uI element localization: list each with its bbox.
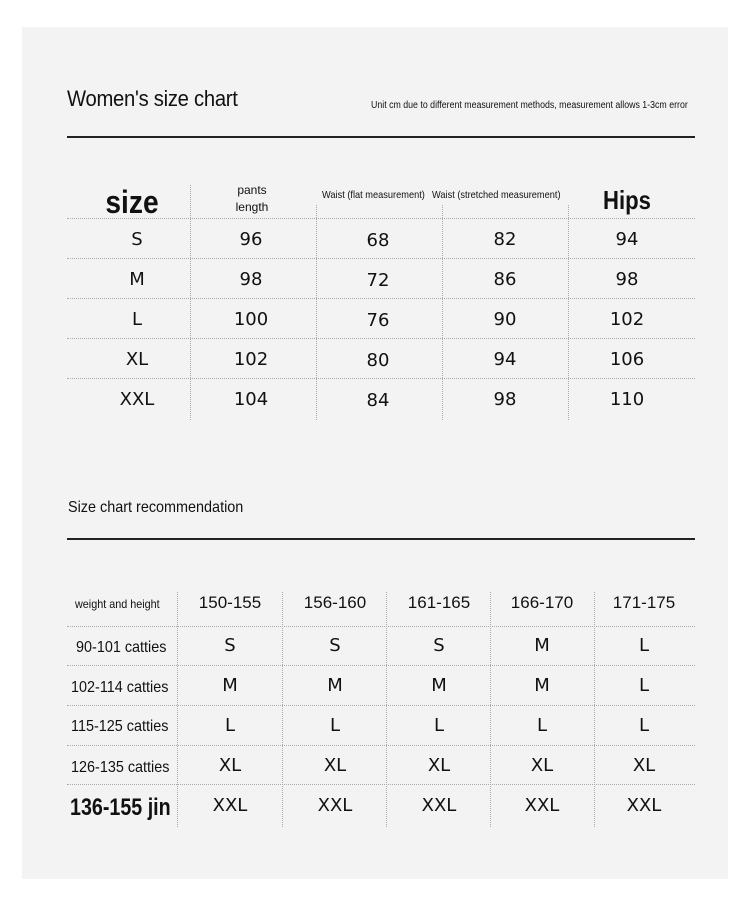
size-cell: L [638, 635, 650, 656]
height-header: 171-175 [612, 593, 676, 612]
divider [282, 592, 283, 827]
size-cell: M [431, 675, 447, 696]
header-size: size [105, 184, 159, 220]
height-header: 161-165 [407, 593, 471, 612]
waist-flat-cell: 72 [366, 270, 390, 291]
content-panel [22, 27, 728, 879]
waist-flat-cell: 68 [366, 230, 390, 251]
divider [490, 592, 491, 827]
size-cell: XL [218, 755, 242, 776]
size-cell: L [536, 715, 548, 736]
size-cell: XL [427, 755, 451, 776]
divider [67, 705, 695, 706]
size-cell: XXL [421, 795, 457, 816]
size-chart-title: Women's size chart [67, 86, 238, 111]
size-cell: M [327, 675, 343, 696]
size-cell: L [433, 715, 445, 736]
size-cell: XL [632, 755, 656, 776]
weight-label: 136-155 jin [70, 794, 171, 821]
recommendation-rule [67, 538, 695, 540]
waist-flat-cell: 84 [366, 390, 390, 411]
size-cell: XXL [119, 389, 155, 410]
size-cell: M [222, 675, 238, 696]
header-waist-stretched: Waist (stretched measurement) [432, 189, 561, 201]
size-cell: L [329, 715, 341, 736]
weight-label: 102-114 catties [71, 679, 169, 696]
size-cell: S [433, 635, 445, 656]
divider [67, 258, 695, 259]
height-header: 166-170 [510, 593, 574, 612]
divider [594, 592, 595, 827]
divider [67, 784, 695, 785]
recommendation-title: Size chart recommendation [68, 499, 244, 516]
size-cell: L [131, 309, 143, 330]
divider [67, 665, 695, 666]
corner-weight-height: weight and height [75, 597, 160, 611]
size-cell: XL [530, 755, 554, 776]
size-chart-rule [67, 136, 695, 138]
size-cell: M [534, 635, 550, 656]
hips-cell: 110 [609, 389, 645, 410]
pants-cell: 104 [233, 389, 269, 410]
header-hips: Hips [603, 185, 651, 215]
divider [67, 298, 695, 299]
divider [442, 205, 443, 420]
pants-cell: 98 [239, 269, 263, 290]
waist-flat-cell: 76 [366, 310, 390, 331]
divider [67, 378, 695, 379]
divider [386, 592, 387, 827]
weight-label: 115-125 catties [71, 718, 169, 735]
size-cell: M [129, 269, 145, 290]
waist-stretched-cell: 86 [493, 269, 517, 290]
size-cell: S [329, 635, 341, 656]
pants-cell: 100 [233, 309, 269, 330]
height-header: 150-155 [198, 593, 262, 612]
hips-cell: 102 [609, 309, 645, 330]
size-cell: XL [125, 349, 149, 370]
size-cell: XXL [524, 795, 560, 816]
waist-flat-cell: 80 [366, 350, 390, 371]
waist-stretched-cell: 90 [493, 309, 517, 330]
waist-stretched-cell: 98 [493, 389, 517, 410]
size-cell: XXL [626, 795, 662, 816]
size-cell: XL [323, 755, 347, 776]
divider [67, 626, 695, 627]
divider [67, 745, 695, 746]
pants-cell: 102 [233, 349, 269, 370]
divider [190, 185, 191, 420]
header-pants-length: pants length [235, 183, 269, 214]
size-cell: M [534, 675, 550, 696]
divider [568, 205, 569, 420]
header-waist-flat: Waist (flat measurement) [322, 189, 425, 201]
size-cell: S [224, 635, 236, 656]
measurement-note: Unit cm due to different measurement methods, measurement allows 1-3cm error [371, 100, 688, 111]
weight-label: 126-135 catties [71, 759, 170, 776]
size-cell: L [638, 715, 650, 736]
size-cell: XXL [317, 795, 353, 816]
size-cell: XXL [212, 795, 248, 816]
divider [177, 592, 178, 827]
size-cell: L [224, 715, 236, 736]
waist-stretched-cell: 82 [493, 229, 517, 250]
divider [316, 205, 317, 420]
size-cell: L [638, 675, 650, 696]
waist-stretched-cell: 94 [493, 349, 517, 370]
pants-cell: 96 [239, 229, 263, 250]
hips-cell: 106 [609, 349, 645, 370]
height-header: 156-160 [303, 593, 367, 612]
size-cell: S [131, 229, 143, 250]
hips-cell: 94 [615, 229, 639, 250]
weight-label: 90-101 catties [76, 639, 167, 656]
hips-cell: 98 [615, 269, 639, 290]
divider [67, 338, 695, 339]
divider [67, 218, 695, 219]
